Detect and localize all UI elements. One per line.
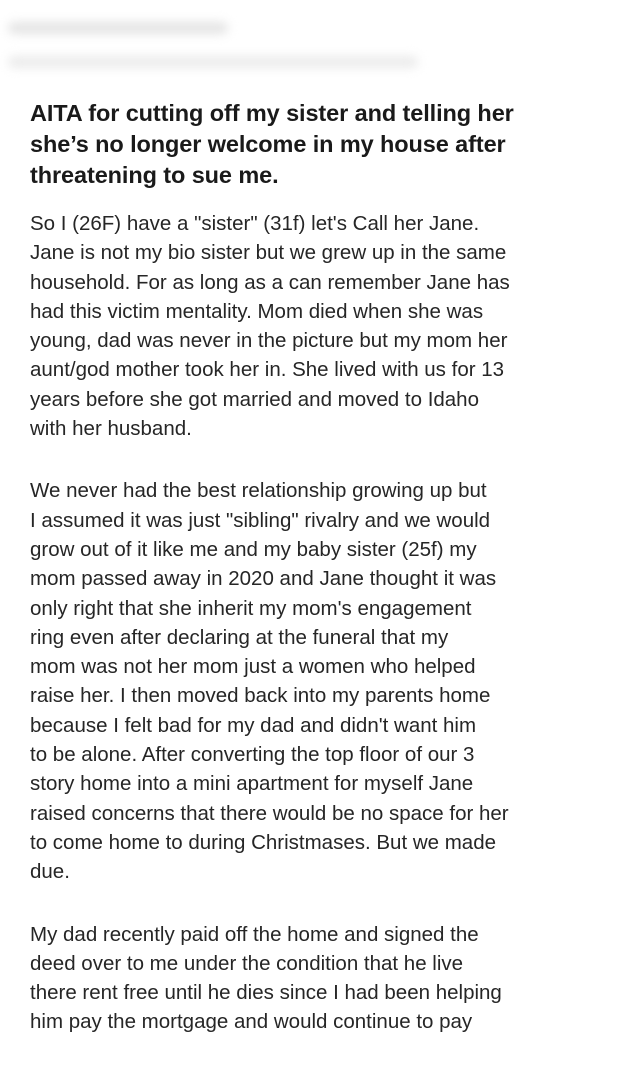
post-paragraph-line: mom passed away in 2020 and Jane thought it was [30,567,497,591]
post-paragraph-line: So I (26F) have a "sister" (31f) let's Call her Jane. [30,212,480,235]
post-paragraph-line: Jane is not my bio sister but we grew up in the same [30,241,507,265]
post-paragraph-line: there rent free until he dies since I had been helping [30,981,502,1005]
post-title-line: AITA for cutting off my sister and telling her [30,100,514,126]
post-paragraph-line: story home into a mini apartment for myself Jane [30,772,474,796]
post-paragraph-line: household. For as long as a can remember Jane has [30,270,510,294]
post-paragraph-line: because I felt bad for my dad and didn't want him [30,713,477,737]
post-paragraph-line: to be alone. After converting the top floor of our 3 [30,743,475,767]
post-paragraph [30,920,610,1037]
post-paragraph-line: raised concerns that there would be no space for her [30,801,509,825]
post-paragraph-line: My dad recently paid off the home and signed the [30,922,479,946]
blurred-username [8,22,228,34]
post-body [30,209,610,1037]
post-paragraph-line: aunt/god mother took her in. She lived with us for 13 [30,358,505,382]
post-paragraph-line: grow out of it like me and my baby sister (25f) my [30,537,477,561]
blurred-subtitle [8,56,418,68]
post-paragraph-line: young, dad was never in the picture but my mom her [30,329,508,353]
post-paragraph-line: to come home to during Christmases. But we made [30,830,497,854]
post-paragraph-line: only right that she inherit my mom's engagement [30,596,472,620]
post-paragraph-line: deed over to me under the condition that he live [30,951,464,975]
post-paragraph-line: We never had the best relationship growing up but [30,479,487,503]
post-paragraph-line: him pay the mortgage and would continue to pay [30,1010,473,1034]
post-paragraph [30,476,610,886]
post-paragraph-line: with her husband. [30,417,192,441]
post-paragraph-line: raise her. I then moved back into my parents home [30,684,491,708]
post-paragraph-line: mom was not her mom just a women who helped [30,655,476,679]
post-title-line: threatening to sue me. [30,162,279,188]
post-title-line: she’s no longer welcome in my house after [30,131,506,157]
blurred-header [0,0,637,90]
post-paragraph-line: had this victim mentality. Mom died when she was [30,299,484,323]
post-paragraph-line: years before she got married and moved to Idaho [30,387,479,411]
post-paragraph-line: ring even after declaring at the funeral that my [30,625,449,649]
post-title [30,98,610,191]
post-paragraph-line: due. [30,860,70,884]
post-paragraph-line: I assumed it was just "sibling" rivalry and we would [30,508,491,532]
post [30,98,610,1070]
post-paragraph [30,209,610,443]
